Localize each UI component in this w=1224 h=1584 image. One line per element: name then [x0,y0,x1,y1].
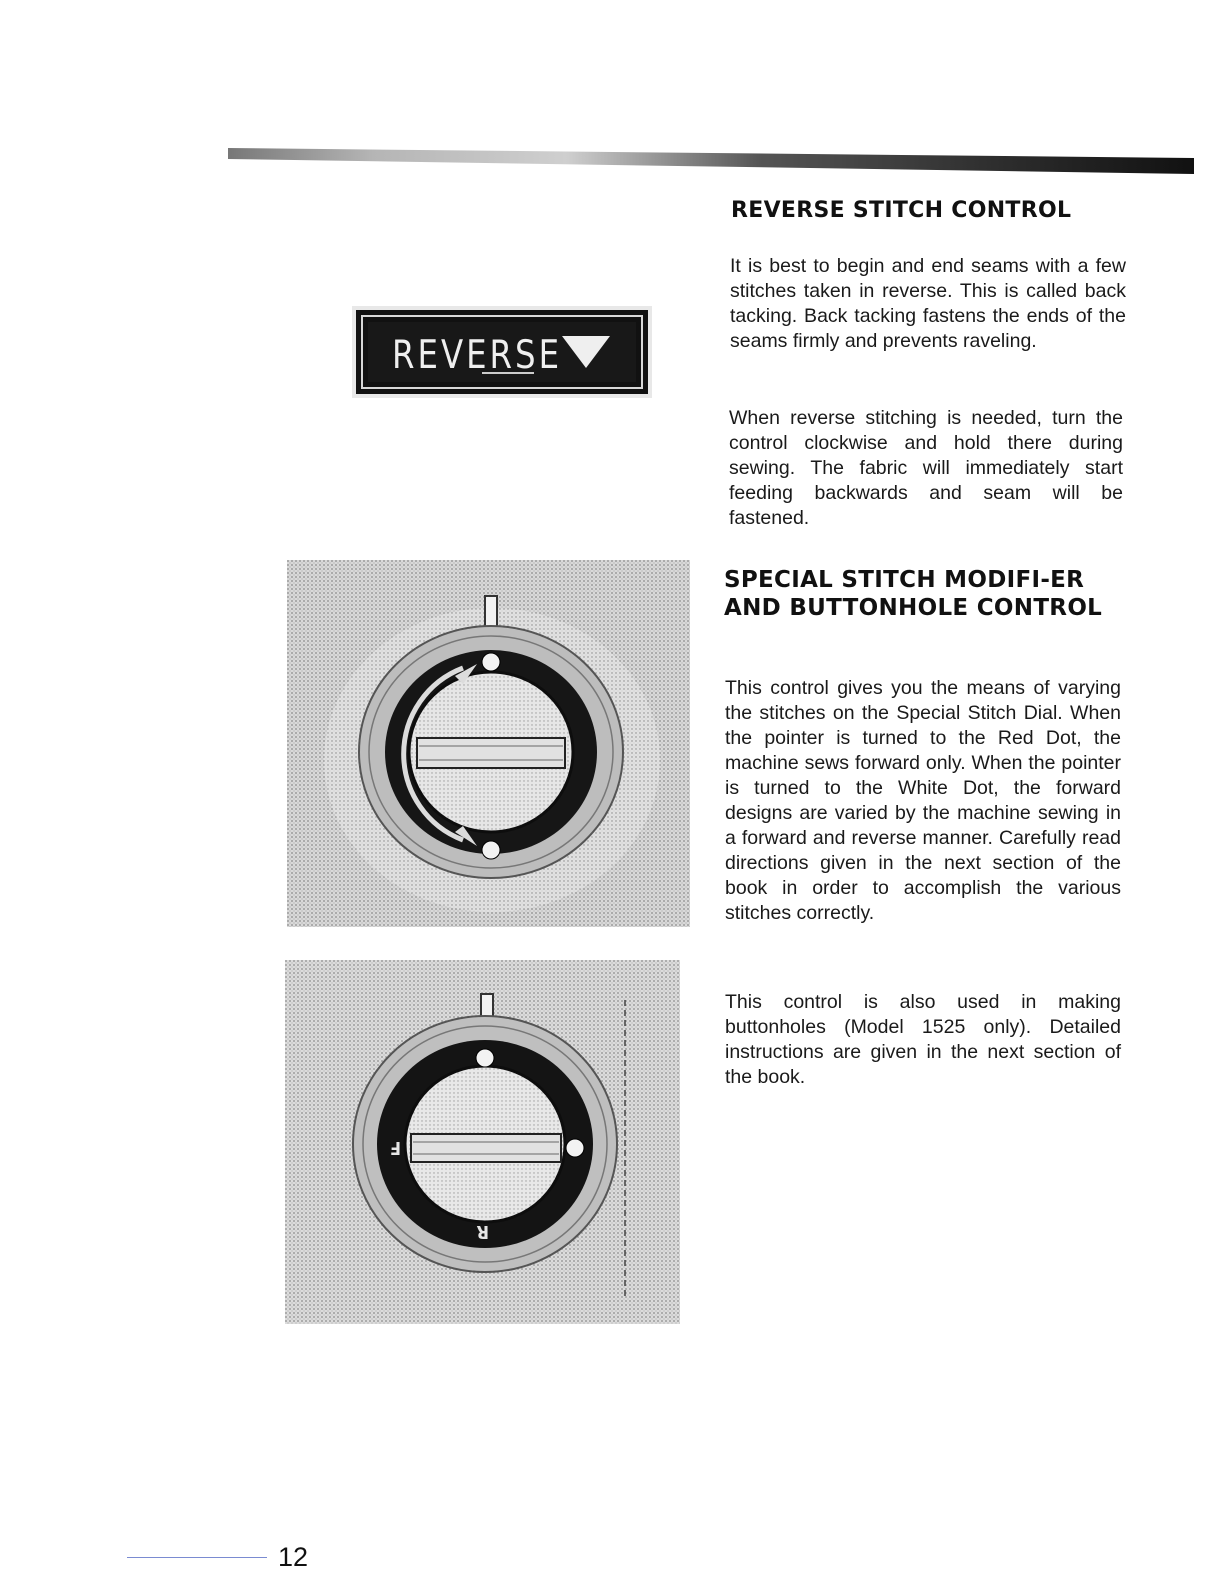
dial-letter-left: F [389,1137,401,1158]
special-stitch-heading: SPECIAL STITCH MODIFI-ER AND BUTTONHOLE CONTROL [724,567,1103,621]
reverse-paragraph-2: When reverse stitching is needed, turn the control clockwise and hold there during sewing. The fabric will immediately start feeding backwards and seam will be fastened. [729,407,1123,529]
top-rule [228,146,1194,174]
reverse-label-text: REVERSE [392,331,563,378]
reverse-dial-photo [287,560,690,927]
reverse-stitch-heading: REVERSE STITCH CONTROL [731,198,1072,223]
dial-letter-bottom: R [476,1221,489,1242]
footer-rule [127,1557,267,1558]
reverse-label-illustration [352,306,652,398]
special-paragraph-2: This control is also used in making buttonholes (Model 1525 only). Detailed instructions are given in the next section of the book. [725,991,1121,1088]
reverse-paragraph-1: It is best to begin and end seams with a few stitches taken in reverse. This is called back tacking. Back tacking fastens the ends of the seams firmly and prevents raveling. [730,255,1126,352]
buttonhole-dial-photo [285,960,680,1324]
page-number: 12 [278,1542,309,1572]
special-paragraph-1: This control gives you the means of varying the stitches on the Special Stitch Dial. When the pointer is turned to the Red Dot, the machine sews forward only. When the pointer is turned to the White Dot, the forward designs are varied by the machine sewing in a forward and reverse manner. Carefully read directions given in the next section of the book in order to accomplish the various stitches correctly. [725,677,1121,924]
